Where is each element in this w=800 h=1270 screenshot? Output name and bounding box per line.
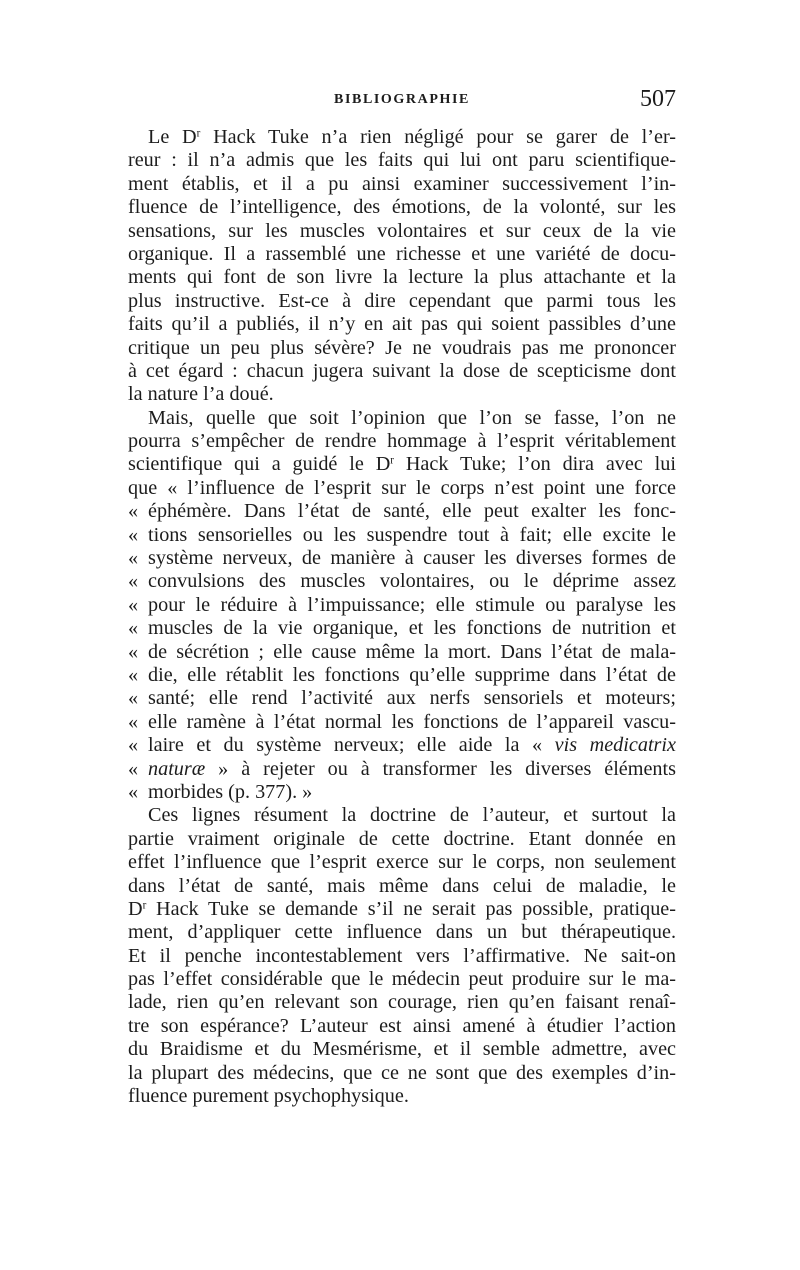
quote-mark: « — [128, 593, 139, 616]
running-title: BIBLIOGRAPHIE — [334, 92, 470, 107]
quoted-line: « santé; elle rend l’activité aux nerfs sensoriels et moteurs; — [128, 687, 676, 710]
quoted-line: « morbides (p. 377). » — [128, 780, 313, 803]
text-line: ment établis, et il a pu ainsi examiner successivement l’in- — [128, 172, 676, 195]
quoted-line: « pour le réduire à l’impuissance; elle stimule ou paralyse les — [128, 593, 676, 616]
quoted-line: « laire et du système nerveux; elle aide la « vis medicatrix — [128, 734, 676, 757]
text-line: tre son espérance? L’auteur est ainsi amené à étudier l’action — [128, 1014, 676, 1037]
quote-mark: « — [128, 570, 139, 593]
quoted-line: « tions sensorielles ou les suspendre tout à fait; elle excite le — [128, 523, 676, 546]
text-line: pourra s’empêcher de rendre hommage à l’esprit véritablement — [128, 430, 676, 453]
text-line: ments qui font de son livre la lecture la plus attachante et la — [128, 266, 676, 289]
page-number: 507 — [640, 86, 676, 112]
text-line: ment, d’appliquer cette influence dans un but thérapeutique. — [128, 921, 676, 944]
text-line: lade, rien qu’en relevant son courage, rien qu’en faisant renaî- — [128, 991, 676, 1014]
quoted-line: « naturæ » à rejeter ou à transformer les diverses éléments — [128, 757, 676, 780]
text-line: partie vraiment originale de cette doctrine. Etant donnée en — [128, 827, 676, 850]
text-line: organique. Il a rassemblé une richesse et une variété de docu- — [128, 242, 676, 265]
running-head — [128, 88, 676, 122]
quote-mark: « — [128, 547, 139, 570]
text-line: la plupart des médecins, que ce ne sont que des exemples d’in- — [128, 1061, 676, 1084]
text-line: que « l’influence de l’esprit sur le corps n’est point une force — [128, 476, 676, 499]
text-line: Et il penche incontestablement vers l’affirmative. Ne sait-on — [128, 944, 676, 967]
text-line: fluence purement psychophysique. — [128, 1085, 409, 1108]
text-line: faits qu’il a publiés, il n’y en ait pas qui soient passibles d’une — [128, 313, 676, 336]
text-line: sensations, sur les muscles volontaires et sur ceux de la vie — [128, 219, 676, 242]
text-line: du Braidisme et du Mesmérisme, et il semble admettre, avec — [128, 1038, 676, 1061]
quoted-line: « système nerveux, de manière à causer les diverses formes de — [128, 547, 676, 570]
quoted-line: « die, elle rétablit les fonctions qu’elle supprime dans l’état de — [128, 663, 676, 686]
text-line: pas l’effet considérable que le médecin peut produire sur le ma- — [128, 968, 676, 991]
text-line: critique un peu plus sévère? Je ne voudrais pas me prononcer — [128, 336, 676, 359]
body-text — [128, 126, 676, 1108]
quoted-line: « convulsions des muscles volontaires, ou le déprime assez — [128, 570, 676, 593]
quote-mark: « — [128, 500, 139, 523]
quoted-line: « éphémère. Dans l’état de santé, elle peut exalter les fonc- — [128, 500, 676, 523]
quote-mark: « — [128, 734, 139, 757]
text-line: à cet égard : chacun jugera suivant la dose de scepticisme dont — [128, 359, 676, 382]
text-line: la nature l’a doué. — [128, 383, 274, 406]
text-line: fluence de l’intelligence, des émotions, de la volonté, sur les — [128, 196, 676, 219]
text-line: $D^r$ Hack Tuke se demande s’il ne serait pas possible, pratique- — [128, 897, 676, 920]
text-line: reur : il n’a admis que les faits qui lui ont paru scientifique- — [128, 149, 676, 172]
quoted-line: « de sécrétion ; elle cause même la mort. Dans l’état de mala- — [128, 640, 676, 663]
quote-mark: « — [128, 617, 139, 640]
text-line: scientifique qui a guidé le $D^r$ Hack Tuke; l’on dira avec lui — [128, 453, 676, 476]
text-line: dans l’état de santé, mais même dans celui de maladie, le — [128, 874, 676, 897]
quote-mark: « — [128, 710, 139, 733]
text-line: Le $D^r$ Hack Tuke n’a rien négligé pour se garer de l’er- — [148, 126, 676, 148]
quote-mark: « — [128, 640, 139, 663]
latin-phrase: vis medicatrix — [554, 734, 676, 757]
quoted-line: « elle ramène à l’état normal les fonctions de l’appareil vascu- — [128, 710, 676, 733]
quoted-line: « muscles de la vie organique, et les fonctions de nutrition et — [128, 617, 676, 640]
text-line: effet l’influence que l’esprit exerce sur le corps, non seulement — [128, 851, 676, 874]
quote-mark: « — [128, 757, 139, 780]
text-line: Ces lignes résument la doctrine de l’auteur, et surtout la — [148, 804, 676, 827]
text-line: Mais, quelle que soit l’opinion que l’on se fasse, l’on ne — [148, 406, 676, 429]
quote-mark: « — [128, 687, 139, 710]
quote-mark: « — [128, 523, 139, 546]
quote-mark: « — [128, 780, 139, 803]
latin-phrase: naturæ — [148, 757, 206, 780]
quote-mark: « — [128, 663, 139, 686]
text-line: plus instructive. Est-ce à dire cependant que parmi tous les — [128, 289, 676, 312]
